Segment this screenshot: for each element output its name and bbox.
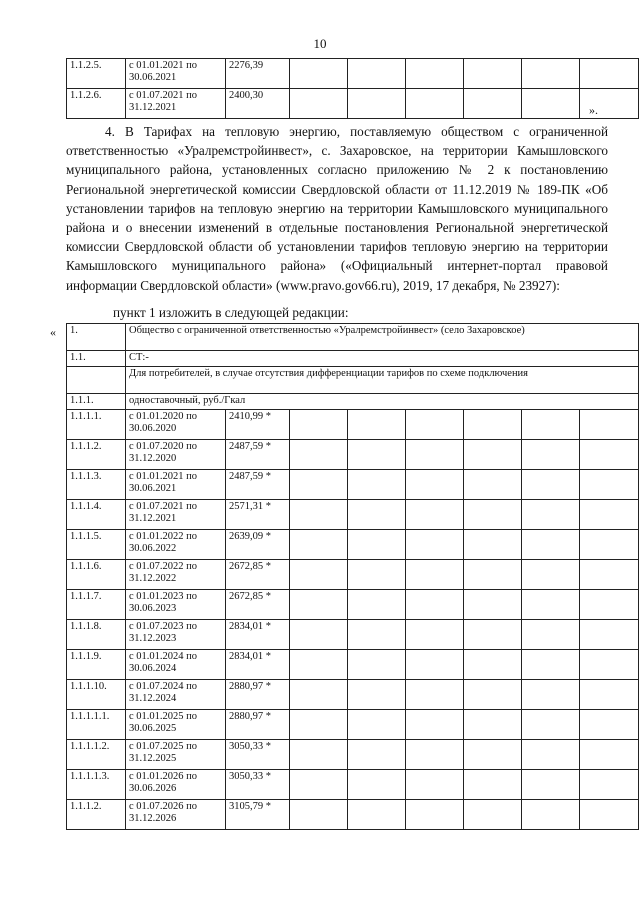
row-code: 1.1.2.6.: [67, 89, 126, 119]
table-row: [67, 590, 639, 620]
row-code: 1.1.1.8.: [67, 620, 126, 650]
empty-cell: [406, 440, 464, 470]
empty-cell: [464, 440, 522, 470]
empty-cell: [290, 680, 348, 710]
empty-cell: [522, 680, 580, 710]
row-period: с 01.07.2021 по 31.12.2021: [126, 500, 226, 530]
empty-cell: [580, 530, 639, 560]
empty-cell: [406, 590, 464, 620]
empty-cell: [348, 710, 406, 740]
header-text: одноставочный, руб./Гкал: [126, 394, 639, 410]
empty-cell: [580, 410, 639, 440]
row-value: 2834,01 *: [226, 620, 290, 650]
row-code: 1.1.1.10.: [67, 680, 126, 710]
table-row: [67, 770, 639, 800]
empty-cell: [522, 590, 580, 620]
empty-cell: [406, 89, 464, 119]
empty-cell: [290, 590, 348, 620]
empty-cell: [464, 500, 522, 530]
empty-cell: [406, 770, 464, 800]
table-header-row: [67, 324, 639, 351]
empty-cell: [348, 410, 406, 440]
empty-cell: [580, 740, 639, 770]
row-code: 1.1.1.1.1.: [67, 710, 126, 740]
empty-cell: [348, 770, 406, 800]
empty-cell: [348, 530, 406, 560]
tariff-table-continued: [66, 58, 639, 119]
row-value: 2880,97 *: [226, 710, 290, 740]
row-code: 1.1.1.3.: [67, 470, 126, 500]
row-code: 1.1.1.7.: [67, 590, 126, 620]
header-code: [67, 367, 126, 394]
empty-cell: [464, 470, 522, 500]
empty-cell: [290, 530, 348, 560]
empty-cell: [580, 59, 639, 89]
empty-cell: [464, 59, 522, 89]
empty-cell: [348, 440, 406, 470]
closing-quote-mark: ».: [589, 103, 598, 117]
row-code: 1.1.2.5.: [67, 59, 126, 89]
table-row: [67, 530, 639, 560]
empty-cell: [580, 620, 639, 650]
empty-cell: [464, 410, 522, 440]
empty-cell: [522, 560, 580, 590]
empty-cell: [464, 710, 522, 740]
row-value: 3105,79 *: [226, 800, 290, 830]
row-period: с 01.07.2024 по 31.12.2024: [126, 680, 226, 710]
empty-cell: [522, 500, 580, 530]
empty-cell: [464, 680, 522, 710]
row-value: 2672,85 *: [226, 590, 290, 620]
row-period: с 01.01.2020 по 30.06.2020: [126, 410, 226, 440]
row-value: 2571,31 *: [226, 500, 290, 530]
tariff-table: [66, 323, 639, 830]
empty-cell: [290, 440, 348, 470]
empty-cell: [290, 410, 348, 440]
row-period: с 01.01.2021 по 30.06.2021: [126, 59, 226, 89]
empty-cell: [464, 620, 522, 650]
row-code: 1.1.1.9.: [67, 650, 126, 680]
empty-cell: [348, 590, 406, 620]
empty-cell: [290, 59, 348, 89]
row-value: 2410,99 *: [226, 410, 290, 440]
row-period: с 01.07.2020 по 31.12.2020: [126, 440, 226, 470]
empty-cell: [406, 470, 464, 500]
empty-cell: [290, 710, 348, 740]
empty-cell: [406, 710, 464, 740]
empty-cell: [464, 89, 522, 119]
row-period: с 01.01.2024 по 30.06.2024: [126, 650, 226, 680]
empty-cell: [464, 560, 522, 590]
header-code: 1.: [67, 324, 126, 351]
empty-cell: [522, 740, 580, 770]
page-number: 10: [313, 36, 327, 51]
header-text: Для потребителей, в случае отсутствия дифференциации тарифов по схеме подключения: [126, 367, 639, 394]
row-period: с 01.01.2022 по 30.06.2022: [126, 530, 226, 560]
row-code: 1.1.1.1.: [67, 410, 126, 440]
empty-cell: [522, 410, 580, 440]
row-period: с 01.07.2025 по 31.12.2025: [126, 740, 226, 770]
row-period: с 01.01.2021 по 30.06.2021: [126, 470, 226, 500]
row-code: 1.1.1.1.2.: [67, 740, 126, 770]
row-period: с 01.07.2022 по 31.12.2022: [126, 560, 226, 590]
empty-cell: [290, 800, 348, 830]
empty-cell: [348, 740, 406, 770]
row-code: 1.1.1.2.: [67, 800, 126, 830]
empty-cell: [348, 620, 406, 650]
empty-cell: [580, 680, 639, 710]
header-text: Общество с ограниченной ответственностью «Уралремстройинвест» (село Захаровское): [126, 324, 639, 351]
empty-cell: [522, 710, 580, 740]
empty-cell: [290, 470, 348, 500]
empty-cell: [290, 770, 348, 800]
empty-cell: [464, 770, 522, 800]
empty-cell: [522, 59, 580, 89]
row-value: 2639,09 *: [226, 530, 290, 560]
table-row: [67, 800, 639, 830]
empty-cell: [290, 89, 348, 119]
header-code: 1.1.1.: [67, 394, 126, 410]
empty-cell: [348, 500, 406, 530]
empty-cell: [406, 530, 464, 560]
empty-cell: [348, 89, 406, 119]
row-period: с 01.07.2026 по 31.12.2026: [126, 800, 226, 830]
row-value: 2276,39: [226, 59, 290, 89]
empty-cell: [522, 650, 580, 680]
empty-cell: [406, 59, 464, 89]
empty-cell: [522, 89, 580, 119]
table-row: [67, 560, 639, 590]
row-value: 3050,33 *: [226, 740, 290, 770]
table-row: [67, 650, 639, 680]
empty-cell: [522, 530, 580, 560]
table-header-row: [67, 367, 639, 394]
row-code: 1.1.1.4.: [67, 500, 126, 530]
empty-cell: [348, 800, 406, 830]
row-value: 2880,97 *: [226, 680, 290, 710]
row-period: с 01.01.2026 по 30.06.2026: [126, 770, 226, 800]
header-code: 1.1.: [67, 351, 126, 367]
empty-cell: [348, 560, 406, 590]
row-period: с 01.01.2023 по 30.06.2023: [126, 590, 226, 620]
empty-cell: [580, 500, 639, 530]
empty-cell: [290, 500, 348, 530]
empty-cell: [290, 650, 348, 680]
empty-cell: [580, 650, 639, 680]
empty-cell: [406, 410, 464, 440]
empty-cell: [348, 59, 406, 89]
empty-cell: [464, 530, 522, 560]
row-period: с 01.07.2023 по 31.12.2023: [126, 620, 226, 650]
row-code: 1.1.1.1.3.: [67, 770, 126, 800]
row-value: 2400,30: [226, 89, 290, 119]
row-code: 1.1.1.6.: [67, 560, 126, 590]
row-period: с 01.01.2025 по 30.06.2025: [126, 710, 226, 740]
empty-cell: [464, 740, 522, 770]
empty-cell: [464, 800, 522, 830]
row-value: 2834,01 *: [226, 650, 290, 680]
empty-cell: [464, 590, 522, 620]
empty-cell: [290, 740, 348, 770]
empty-cell: [522, 440, 580, 470]
row-code: 1.1.1.2.: [67, 440, 126, 470]
table-header-row: [67, 351, 639, 367]
row-value: 3050,33 *: [226, 770, 290, 800]
empty-cell: [406, 620, 464, 650]
table-row: [67, 89, 639, 119]
empty-cell: [290, 560, 348, 590]
empty-cell: [522, 770, 580, 800]
opening-quote-mark: «: [50, 325, 56, 339]
empty-cell: [406, 560, 464, 590]
table-row: [67, 740, 639, 770]
empty-cell: [580, 770, 639, 800]
row-value: 2672,85 *: [226, 560, 290, 590]
empty-cell: [580, 590, 639, 620]
empty-cell: [580, 440, 639, 470]
empty-cell: [290, 620, 348, 650]
amendment-paragraph: 4. В Тарифах на тепловую энергию, поставляемую обществом с ограниченной ответственностью «Уралремстройинвест», с. Захаровское, на территории Камышловского муниципального района, установленных согласно приложению № 2 к постановлению Региональной энергетической комиссии Свердловской области от 11.12.2019 № 189-ПК «Об установлении тарифов на тепловую энергию на территории Камышловского муниципального района и о внесении изменений в отдельные постановления Региональной энергетической комиссии Свердловской области об установлении тарифов тепловую энергию на территории Камышловского муниципального района» («Официальный интернет-портал правовой информации Свердловской области» (www.pravo.gov66.ru), 2019, 17 декабря, № 23927):: [66, 124, 608, 293]
empty-cell: [464, 650, 522, 680]
table-row: [67, 500, 639, 530]
empty-cell: [580, 800, 639, 830]
empty-cell: [348, 680, 406, 710]
table-row: [67, 440, 639, 470]
table-row: [67, 410, 639, 440]
empty-cell: [580, 560, 639, 590]
table-row: [67, 470, 639, 500]
header-text: СТ:-: [126, 351, 639, 367]
empty-cell: [348, 650, 406, 680]
row-value: 2487,59 *: [226, 440, 290, 470]
empty-cell: [522, 620, 580, 650]
empty-cell: [522, 470, 580, 500]
table-row: [67, 680, 639, 710]
empty-cell: [580, 710, 639, 740]
empty-cell: [406, 500, 464, 530]
table-header-row: [67, 394, 639, 410]
row-code: 1.1.1.5.: [67, 530, 126, 560]
empty-cell: [522, 800, 580, 830]
table-row: [67, 620, 639, 650]
table-row: [67, 710, 639, 740]
empty-cell: [406, 680, 464, 710]
row-value: 2487,59 *: [226, 470, 290, 500]
sub-instruction: пункт 1 изложить в следующей редакции:: [113, 305, 349, 320]
row-period: с 01.07.2021 по 31.12.2021: [126, 89, 226, 119]
empty-cell: [406, 740, 464, 770]
empty-cell: [348, 470, 406, 500]
empty-cell: [580, 470, 639, 500]
table-row: [67, 59, 639, 89]
empty-cell: [406, 800, 464, 830]
empty-cell: [406, 650, 464, 680]
